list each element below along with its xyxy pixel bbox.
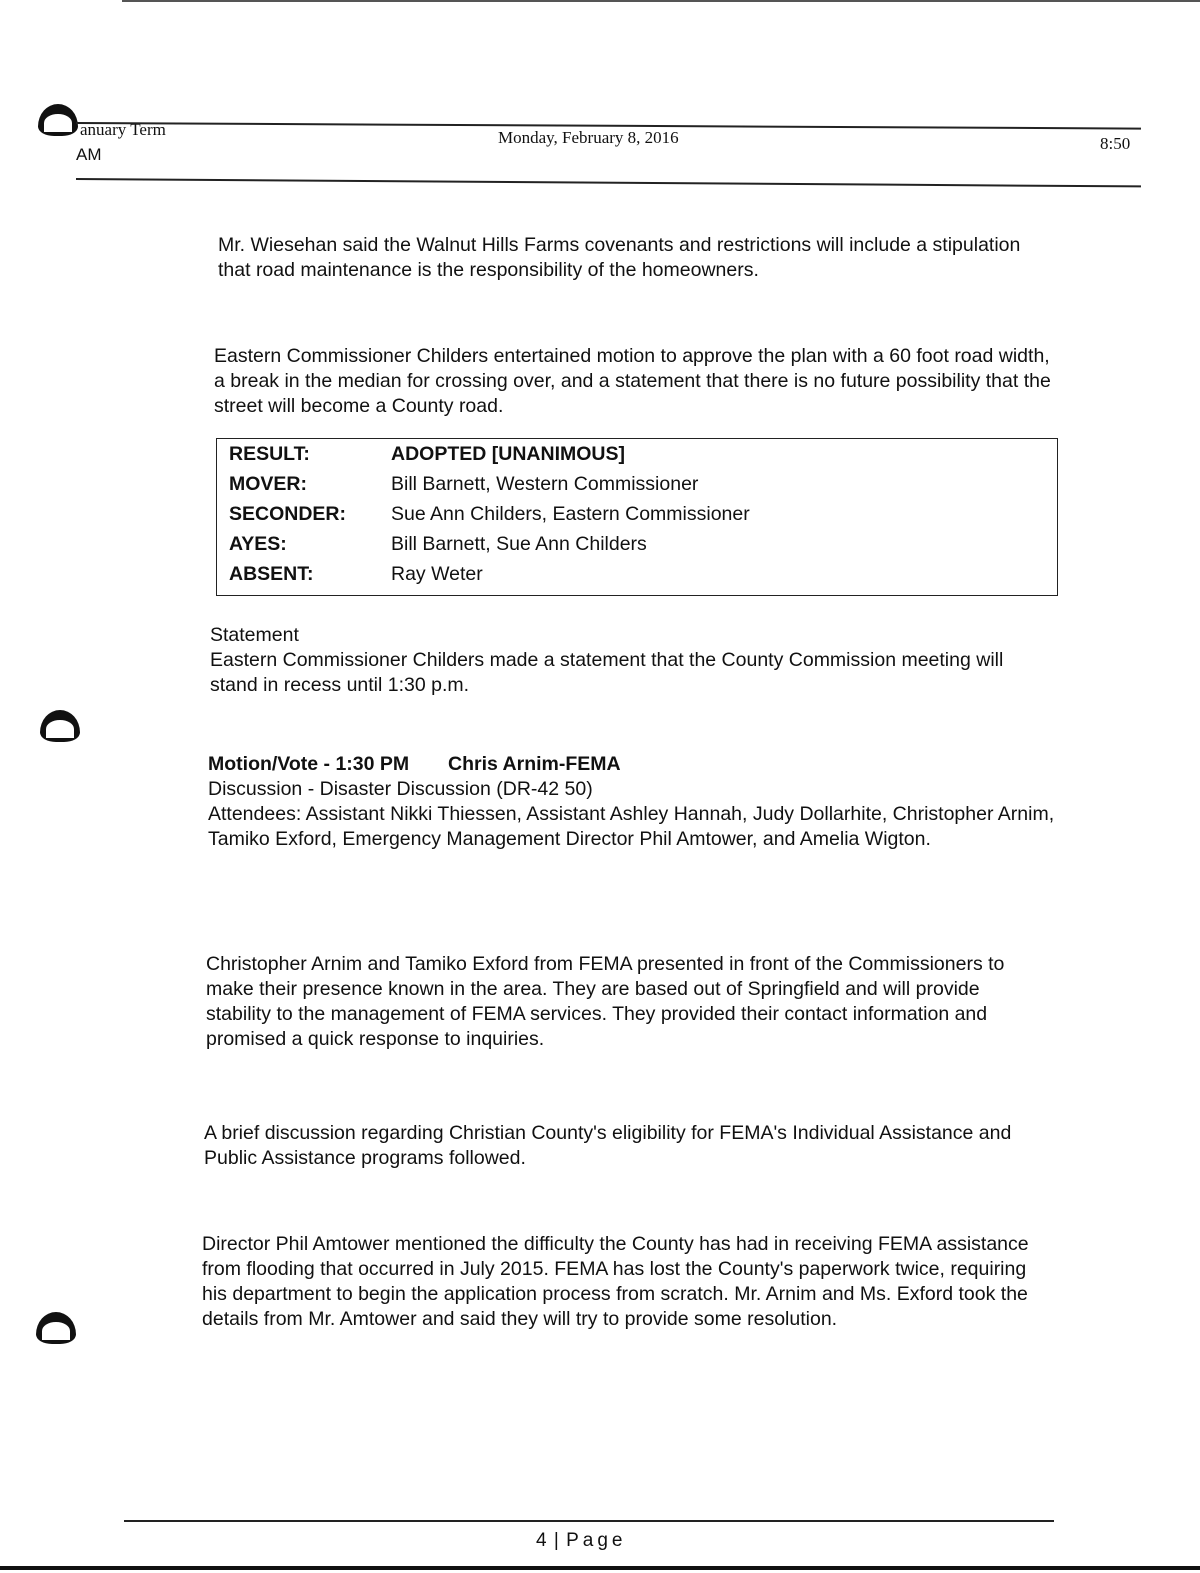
statement-heading: Statement xyxy=(210,624,299,646)
paragraph-eligibility xyxy=(204,1121,1059,1171)
paragraph-text: Christopher Arnim and Tamiko Exford from FEMA presented in front of the Commissioners to make their presence known in the area. They are based out of Springfield and will provide stability to the management of FEMA services. They provided their contact information and promised a quick response to inquiries. xyxy=(206,953,1005,1050)
page-number: 4 xyxy=(536,1530,548,1551)
vote-row-result xyxy=(217,439,1057,469)
vote-value: Ray Weter xyxy=(391,563,483,585)
paragraph-amtower xyxy=(202,1232,1032,1332)
paragraph-text: A brief discussion regarding Christian County's eligibility for FEMA's Individual Assistance and Public Assistance programs followed. xyxy=(204,1122,1012,1169)
paragraph-text: Director Phil Amtower mentioned the difficulty the County has had in receiving FEMA assistance from flooding that occurred in July 2015. FEMA has lost the County's paperwork twice, requiring his department to begin the application process from scratch. Mr. Arnim and Ms. Exford took the details from Mr. Amtower and said they will try to provide some resolution. xyxy=(202,1233,1029,1330)
header-rule-bottom xyxy=(76,178,1141,187)
header-date: Monday, February 8, 2016 xyxy=(498,128,679,147)
page-footer xyxy=(536,1530,626,1552)
scan-bottom-edge xyxy=(0,1566,1200,1570)
vote-value: ADOPTED [UNANIMOUS] xyxy=(391,443,625,465)
paragraph-motion xyxy=(214,344,1054,419)
vote-label: RESULT: xyxy=(229,443,310,465)
vote-value: Sue Ann Childers, Eastern Commissioner xyxy=(391,503,750,525)
footer-rule xyxy=(124,1520,1054,1522)
paragraph-fema-presentation xyxy=(206,952,1006,1052)
header-term: anuary Term xyxy=(80,120,166,139)
statement-text: Eastern Commissioner Childers made a statement that the County Commission meeting will stand in recess until 1:30 p.m. xyxy=(210,649,1004,696)
punch-hole-top xyxy=(38,104,78,136)
motion-heading xyxy=(208,752,1058,777)
vote-label: MOVER: xyxy=(229,473,307,495)
vote-label: ABSENT: xyxy=(229,563,314,585)
header-term-ampm: AM xyxy=(76,145,102,164)
vote-value: Bill Barnett, Western Commissioner xyxy=(391,473,699,495)
vote-row-mover xyxy=(217,469,1057,499)
vote-result-table xyxy=(216,438,1058,596)
punch-hole-middle xyxy=(40,710,80,742)
paragraph-road-maintenance xyxy=(218,233,1028,283)
vote-row-ayes xyxy=(217,529,1057,559)
page-label: Page xyxy=(566,1530,627,1551)
page-separator: | xyxy=(553,1530,567,1551)
punch-hole-bottom xyxy=(36,1312,76,1344)
vote-row-seconder xyxy=(217,499,1057,529)
vote-label: AYES: xyxy=(229,533,287,555)
motion-subject: Chris Arnim-FEMA xyxy=(448,753,621,775)
motion-section xyxy=(208,752,1058,852)
vote-row-absent xyxy=(217,559,1057,589)
motion-attendees: Attendees: Assistant Nikki Thiessen, Assistant Ashley Hannah, Judy Dollarhite, Christopher Arnim, Tamiko Exford, Emergency Management Director Phil Amtower, and Amelia Wigton. xyxy=(208,803,1055,850)
vote-value: Bill Barnett, Sue Ann Childers xyxy=(391,533,647,555)
vote-label: SECONDER: xyxy=(229,503,347,525)
motion-discussion: Discussion - Disaster Discussion (DR-42 50) xyxy=(208,778,593,800)
motion-title: Motion/Vote - 1:30 PM xyxy=(208,753,410,775)
statement-section xyxy=(210,623,1055,698)
paragraph-text: Eastern Commissioner Childers entertained motion to approve the plan with a 60 foot road width, a break in the median for crossing over, and a statement that there is no future possibility that the street will become a County road. xyxy=(214,345,1051,417)
header-time: 8:50 xyxy=(1100,134,1131,153)
scan-top-edge xyxy=(122,0,1200,2)
paragraph-text: Mr. Wiesehan said the Walnut Hills Farms covenants and restrictions will include a stipulation that road maintenance is the responsibility of the homeowners. xyxy=(218,234,1021,281)
